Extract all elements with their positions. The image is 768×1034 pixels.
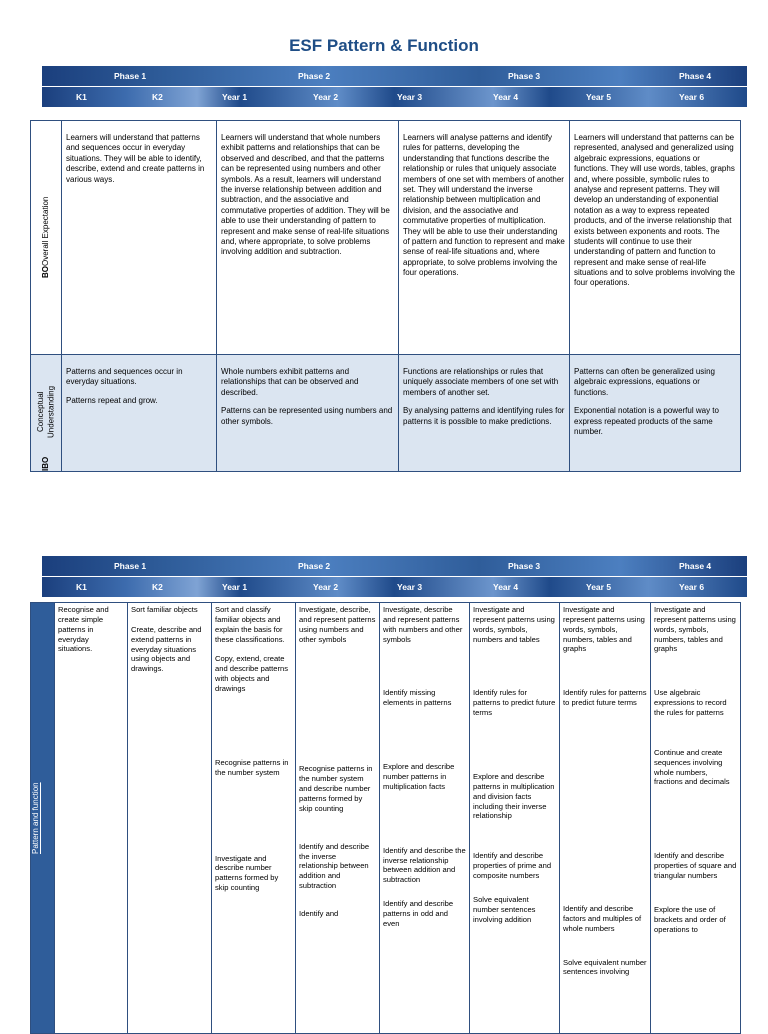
outcome-cell	[560, 603, 651, 1034]
outcome-item: Continue and create sequences involving whole numbers, fractions and decimals	[654, 747, 730, 787]
outcome-item: Solve equivalent number sentences involving addition	[473, 894, 536, 924]
ibo-cell	[399, 355, 570, 472]
outcome-item: Create, describe and extend patterns in everyday situations using objects and drawings.	[131, 624, 202, 674]
outcome-item: Investigate, describe and represent patterns with numbers and other symbols	[383, 605, 463, 644]
overview-table	[30, 120, 741, 472]
year-label: Year 1	[222, 92, 248, 102]
outcome-item: Investigate and represent patterns using words, symbols, numbers, tables and graphs	[654, 605, 736, 654]
bo-side-label	[31, 121, 62, 355]
outcome-item: Recognise and create simple patterns in everyday situations.	[58, 605, 109, 654]
year-label: Year 3	[397, 582, 423, 592]
outcome-cell	[651, 603, 741, 1034]
outcome-item: Identify and describe factors and multiples of whole numbers	[563, 904, 642, 933]
year-label: Year 2	[313, 92, 339, 102]
outcome-item: Investigate and describe number patterns formed by skip counting	[215, 853, 279, 893]
phase-header-bottom	[42, 556, 747, 597]
outcome-item: Investigate and represent patterns using words, symbols, numbers, tables and graphs	[563, 605, 645, 654]
outcome-item: Explore and describe patterns in multiplication and division facts including their inverse relationship	[473, 772, 555, 821]
outcome-cell	[296, 603, 380, 1034]
pattern-function-side	[31, 603, 55, 1034]
year-label: Year 5	[586, 92, 612, 102]
outcome-cell	[128, 603, 212, 1034]
outcome-item: Copy, extend, create and describe patterns with objects and drawings	[215, 654, 289, 694]
year-label: Year 2	[313, 582, 339, 592]
pattern-function-table	[30, 602, 741, 1034]
outcome-cell	[55, 603, 128, 1034]
ibo-text: Patterns repeat and grow.	[66, 395, 158, 405]
year-label: Year 1	[222, 582, 248, 592]
ibo-text: Patterns and sequences occur in everyday situations.	[66, 367, 183, 387]
ibo-text: Conceptual Understanding	[35, 385, 55, 438]
phase-label: Phase 3	[508, 561, 541, 571]
year-label: K1	[76, 92, 87, 102]
ibo-text: Functions are relationships or rules that uniquely associate members of one set with members of another set.	[403, 367, 559, 397]
year-label: K2	[152, 92, 163, 102]
bo-text: Overall Expectation	[40, 196, 50, 267]
outcome-item: Identify and describe patterns in odd and even	[383, 899, 454, 928]
pattern-function-row	[31, 603, 741, 1034]
phase-label: Phase 2	[298, 561, 331, 571]
year-label: K2	[152, 582, 163, 592]
bo-code: BO	[40, 266, 50, 279]
bo-row	[31, 121, 741, 355]
outcome-item: Explore the use of brackets and order of operations to	[654, 904, 726, 934]
outcome-cell	[470, 603, 560, 1034]
outcome-cell	[380, 603, 470, 1034]
year-label: Year 4	[493, 92, 519, 102]
outcome-item: Identify and describe properties of square and triangular numbers	[654, 851, 737, 881]
phase-label: Phase 2	[298, 71, 331, 81]
outcome-item: Identify and describe the inverse relationship between addition and subtraction	[383, 845, 466, 885]
year-label: Year 4	[493, 582, 519, 592]
outcome-item: Identify and describe properties of prime and composite numbers	[473, 851, 552, 881]
ibo-cell	[217, 355, 399, 472]
outcome-item: Use algebraic expressions to record the rules for patterns	[654, 688, 727, 718]
bo-cell: Learners will understand that whole numbers exhibit patterns and relationships that can be observed and described, and that the patterns can be represented using numbers and other symbols. As a result, learners will understand the inverse relationship between addition and subtraction, and the associative and commutative properties of addition. They will be able to use their understanding of pattern to represent and make sense of real-life situations and, where appropriate, to solve problems involving addition and subtraction.	[217, 121, 399, 355]
year-label: Year 5	[586, 582, 612, 592]
ibo-row	[31, 355, 741, 472]
year-label: Year 3	[397, 92, 423, 102]
ibo-side-label	[31, 355, 62, 472]
outcome-item: Identify rules for patterns to predict future terms	[563, 688, 647, 708]
phase-label: Phase 1	[114, 561, 147, 571]
phase-row	[42, 66, 747, 86]
outcome-item: Identify and describe the inverse relationship between addition and subtraction	[299, 841, 370, 891]
outcome-cell	[212, 603, 296, 1034]
outcome-item: Investigate, describe, and represent patterns using numbers and other symbols	[299, 605, 376, 644]
outcome-item: Recognise patterns in the number system	[215, 757, 289, 777]
year-label: Year 6	[679, 582, 705, 592]
year-label: Year 6	[679, 92, 705, 102]
ibo-text: By analysing patterns and identifying rules for patterns it is possible to make predictions.	[403, 406, 565, 426]
ibo-code: IBO	[40, 456, 50, 471]
bo-cell: Learners will understand that patterns and sequences occur in everyday situations. They will be able to identify, describe, extend and create patterns in various ways.	[62, 121, 217, 355]
outcome-item: Identify missing elements in patterns	[383, 688, 452, 708]
ibo-text: Whole numbers exhibit patterns and relationships that can be observed and described.	[221, 367, 359, 397]
ibo-cell	[570, 355, 741, 472]
phase-row	[42, 556, 747, 576]
bo-cell: Learners will understand that patterns can be represented, analysed and generalized using algebraic expressions, equations or functions. They will use words, tables, graphs and, where possible, symbolic rules to analyse and represent patterns. They will develop an understanding of exponential notation as a way to express repeated products, and of the inverse relationship that exists between exponents and roots. The students will continue to use their understanding of pattern and function to represent and make sense of real-life situations and to solve problems involving the four operations.	[570, 121, 741, 355]
pattern-function-label: Pattern and function	[31, 782, 40, 854]
phase-label: Phase 3	[508, 71, 541, 81]
ibo-text: Patterns can often be generalized using algebraic expressions, equations or functions.	[574, 367, 715, 397]
outcome-item: Investigate and represent patterns using words, symbols, numbers and tables	[473, 605, 555, 644]
ibo-text: Exponential notation is a powerful way to express repeated products of the same number.	[574, 406, 719, 436]
outcome-item: Explore and describe number patterns in multiplication facts	[383, 762, 455, 791]
outcome-item: Identify rules for patterns to predict future terms	[473, 688, 556, 718]
outcome-item: Identify and	[299, 909, 339, 919]
phase-label: Phase 4	[679, 71, 712, 81]
outcome-item: Solve equivalent number sentences involving	[563, 957, 647, 977]
page-title: ESF Pattern & Function	[289, 36, 479, 55]
year-row	[42, 86, 747, 107]
phase-label: Phase 4	[679, 561, 712, 571]
year-row	[42, 576, 747, 597]
outcome-item: Sort familiar objects	[131, 605, 198, 614]
bo-cell: Learners will analyse patterns and identify rules for patterns, developing the understanding that functions describe the relationship or rules that uniquely associate members of one set with members of another set. They will understand the inverse relationship between multiplication and division, and the associative and commutative properties of multiplication. They will be able to use their understanding of pattern and function to represent and make sense of real-life situations and, where appropriate, to solve problems involving the four operations.	[399, 121, 570, 355]
ibo-text: Patterns can be represented using numbers and other symbols.	[221, 406, 393, 426]
outcome-item: Recognise patterns in the number system and describe number patterns formed by skip counting	[299, 764, 373, 813]
phase-label: Phase 1	[114, 71, 147, 81]
outcome-item: Sort and classify familiar objects and explain the basis for these classifications.	[215, 605, 285, 644]
phase-header-top	[42, 66, 747, 107]
year-label: K1	[76, 582, 87, 592]
ibo-cell	[62, 355, 217, 472]
